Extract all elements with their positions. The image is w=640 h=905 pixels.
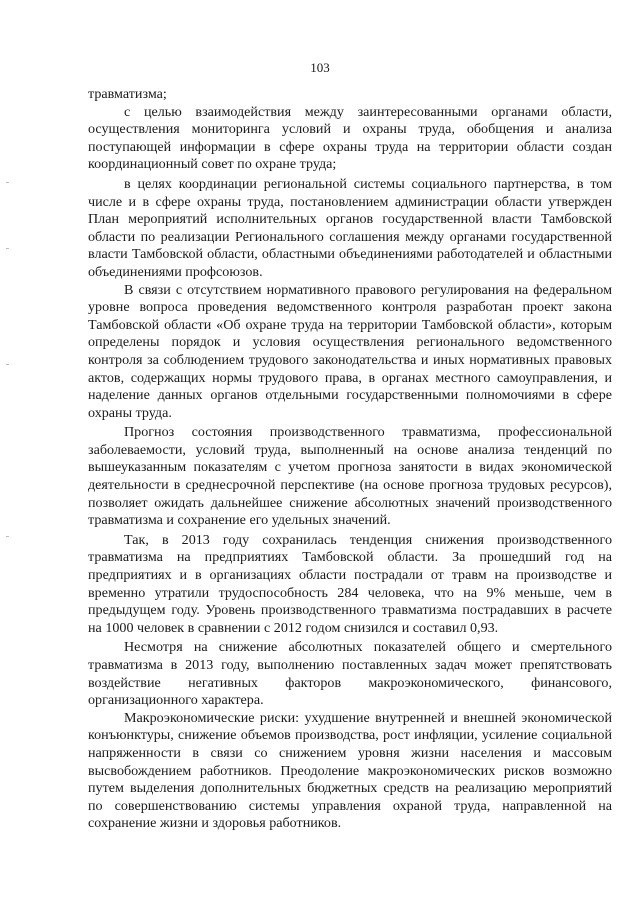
paragraph: Макроэкономические риски: ухудшение внутренней и внешней экономической конъюнктуры, снижение объемов производства, рост инфляции, усиление социальной напряженности в связи со снижением уровня жизни населения и массовым высвобождением работников. Преодоление макроэкономических рисков возможно путем выделения дополнительных бюджетных средств на реализацию мероприятий по совершенствованию системы управления охраной труда, направленной на сохранение жизни и здоровья работников. (88, 709, 612, 832)
page-number: 103 (310, 60, 330, 75)
paragraph: в целях координации региональной системы социального партнерства, в том числе и в сфере охраны труда, постановлением администрации области утвержден План мероприятий исполнительных органов государственной власти Тамбовской области по реализации Регионального соглашения между органами государственной власти Тамбовской области, областными объединениями работодателей и областными объединениями профсоюзов. (88, 175, 612, 280)
paragraph-fragment: травматизма; (88, 86, 167, 102)
paragraph: Прогноз состояния производственного травматизма, профессиональной заболеваемости, условий труда, выполненный на основе анализа тенденций по вышеуказанным показателям с учетом прогноза занятости в видах экономической деятельности в среднесрочной перспективе (на основе прогноза трудовых ресурсов), позволяет ожидать дальнейшее снижение абсолютных значений производственного травматизма и сохранение его удельных значений. (88, 424, 612, 529)
margin-mark (6, 536, 9, 537)
margin-mark (6, 364, 9, 365)
paragraph: с целью взаимодействия между заинтересованными органами области, осуществления мониторинга условий и охраны труда, обобщения и анализа поступающей информации в сфере охраны труда на территории области создан координационный совет по охране труда; (88, 103, 612, 173)
document-body (88, 86, 612, 833)
paragraph: Несмотря на снижение абсолютных показателей общего и смертельного травматизма в 2013 году, выполнению поставленных задач может препятствовать воздействие негативных факторов макроэкономического, финансового, организационного характера. (88, 639, 612, 709)
paragraph: В связи с отсутствием нормативного правового регулирования на федеральном уровне вопроса проведения ведомственного контроля разработан проект закона Тамбовской области «Об охране труда на территории Тамбовской области», которым определены порядок и условия осуществления регионального ведомственного контроля за соблюдением трудового законодательства и иных нормативных правовых актов, содержащих нормы трудового права, в органах местного самоуправления, и наделение данных органов отдельными государственными полномочиями в сфере охраны труда. (88, 281, 612, 421)
margin-mark (6, 248, 9, 249)
margin-mark (6, 182, 9, 183)
paragraph: Так, в 2013 году сохранилась тенденция снижения производственного травматизма на предприятиях Тамбовской области. За прошедший год на предприятиях и в организациях области пострадали от травм на производстве и временно утратили трудоспособность 284 человека, что на 9% меньше, чем в предыдущем году. Уровень производственного травматизма пострадавших в расчете на 1000 человек в сравнении с 2012 годом снизился и составил 0,93. (88, 531, 612, 636)
